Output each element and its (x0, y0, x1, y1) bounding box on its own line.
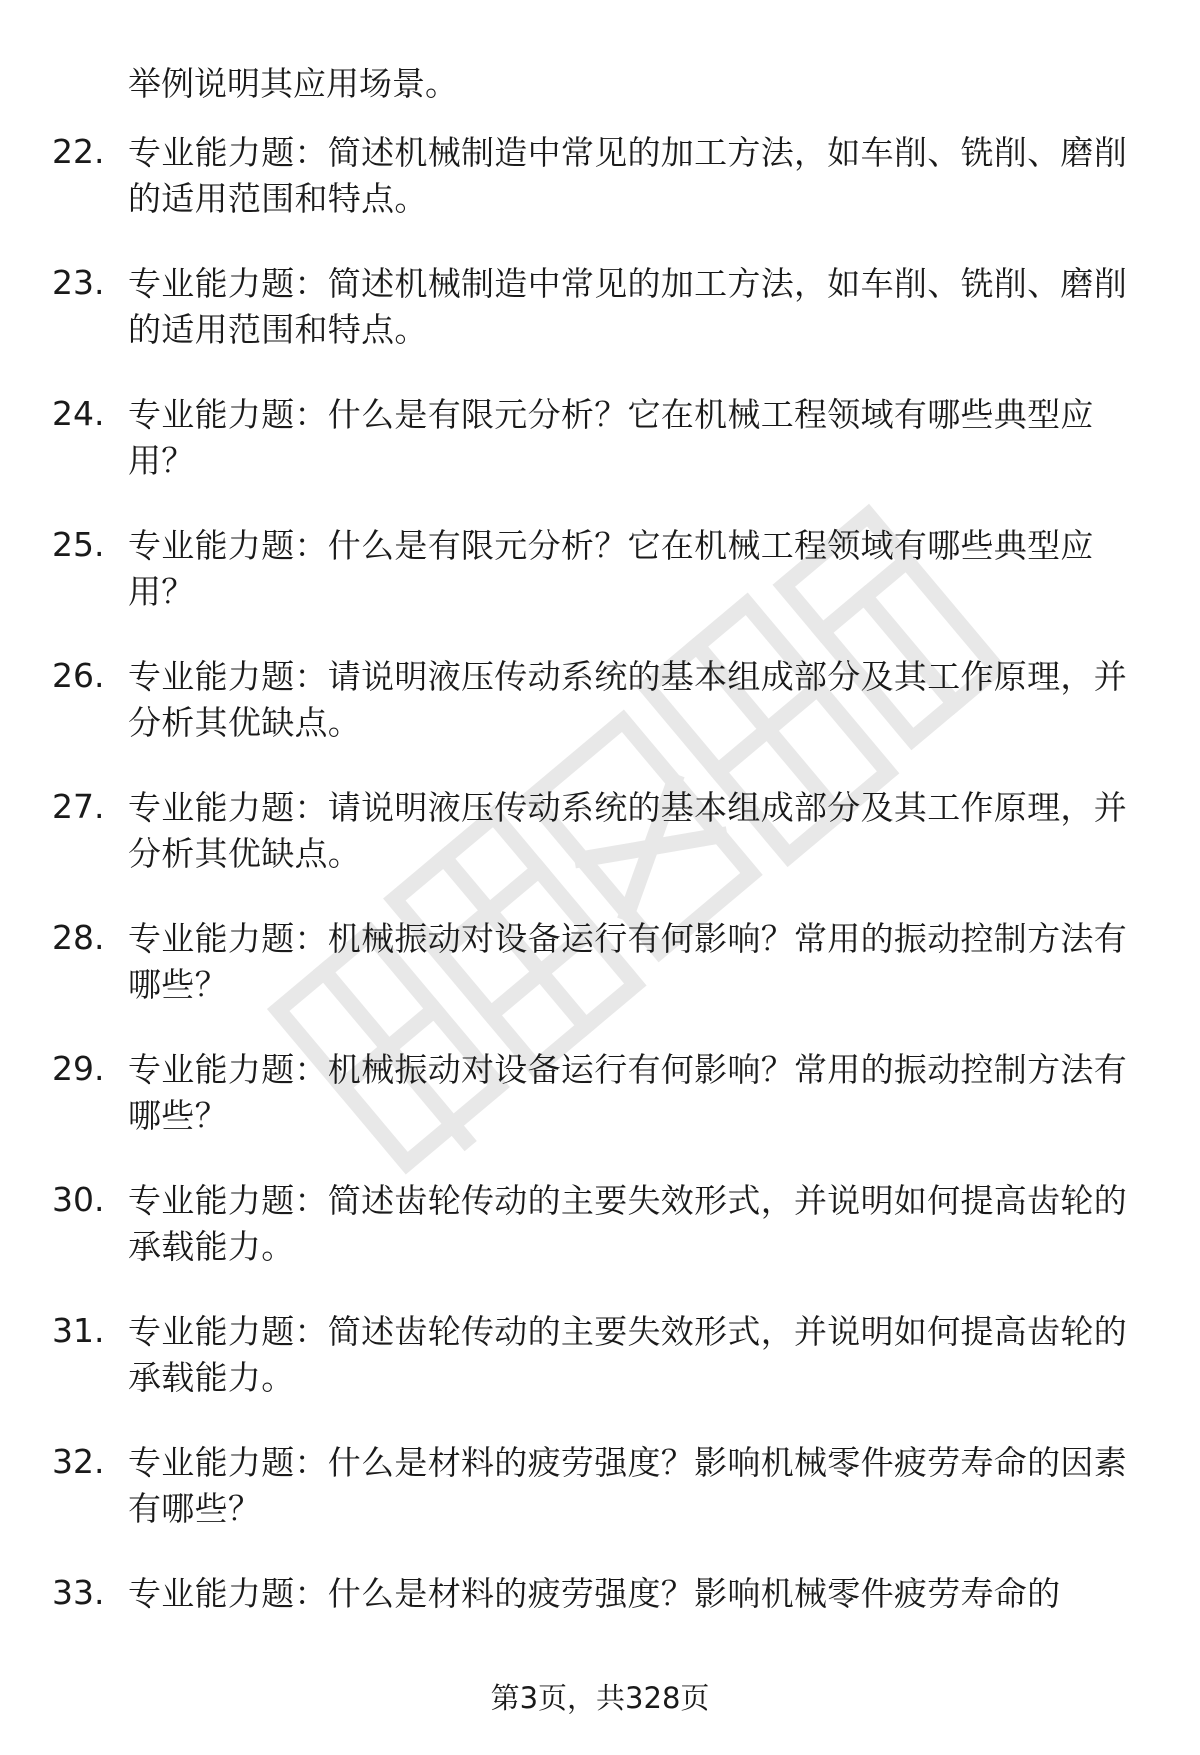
question-list (0, 130, 1200, 1702)
list-item (0, 916, 1200, 1047)
list-item (0, 1309, 1200, 1440)
question-text: 专业能力题：什么是有限元分析？它在机械工程领域有哪些典型应用？ (128, 395, 1094, 480)
question-text: 专业能力题：请说明液压传动系统的基本组成部分及其工作原理，并分析其优缺点。 (128, 788, 1127, 873)
question-text: 专业能力题：简述机械制造中常见的加工方法，如车削、铣削、磨削的适用范围和特点。 (128, 133, 1127, 218)
list-item (0, 1178, 1200, 1309)
list-item (0, 785, 1200, 916)
list-item (0, 392, 1200, 523)
question-number: 28. (52, 918, 105, 957)
question-text: 专业能力题：简述机械制造中常见的加工方法，如车削、铣削、磨削的适用范围和特点。 (128, 264, 1127, 349)
question-number: 22. (52, 132, 105, 171)
question-text: 专业能力题：什么是材料的疲劳强度？影响机械零件疲劳寿命的因素有哪些？ (128, 1443, 1127, 1528)
question-text: 专业能力题：机械振动对设备运行有何影响？常用的振动控制方法有哪些？ (128, 1050, 1127, 1135)
question-number: 27. (52, 787, 105, 826)
question-number: 29. (52, 1049, 105, 1088)
question-number: 32. (52, 1442, 105, 1481)
question-number: 24. (52, 394, 105, 433)
question-number: 26. (52, 656, 105, 695)
list-item (0, 261, 1200, 392)
question-number: 33. (52, 1573, 105, 1612)
question-number: 23. (52, 263, 105, 302)
question-text: 专业能力题：机械振动对设备运行有何影响？常用的振动控制方法有哪些？ (128, 919, 1127, 1004)
list-item (0, 130, 1200, 261)
list-item (0, 1047, 1200, 1178)
question-number: 31. (52, 1311, 105, 1350)
question-text: 专业能力题：什么是材料的疲劳强度？影响机械零件疲劳寿命的 (128, 1574, 1061, 1613)
continuation-text: 举例说明其应用场景。 (128, 64, 458, 103)
question-number: 30. (52, 1180, 105, 1219)
list-item (0, 654, 1200, 785)
question-text: 专业能力题：请说明液压传动系统的基本组成部分及其工作原理，并分析其优缺点。 (128, 657, 1127, 742)
question-text: 专业能力题：简述齿轮传动的主要失效形式，并说明如何提高齿轮的承载能力。 (128, 1181, 1127, 1266)
question-text: 专业能力题：简述齿轮传动的主要失效形式，并说明如何提高齿轮的承载能力。 (128, 1312, 1127, 1397)
page-footer: 第3页，共328页 (490, 1681, 710, 1715)
list-item (0, 523, 1200, 654)
list-item (0, 1440, 1200, 1571)
question-number: 25. (52, 525, 105, 564)
question-text: 专业能力题：什么是有限元分析？它在机械工程领域有哪些典型应用？ (128, 526, 1094, 611)
